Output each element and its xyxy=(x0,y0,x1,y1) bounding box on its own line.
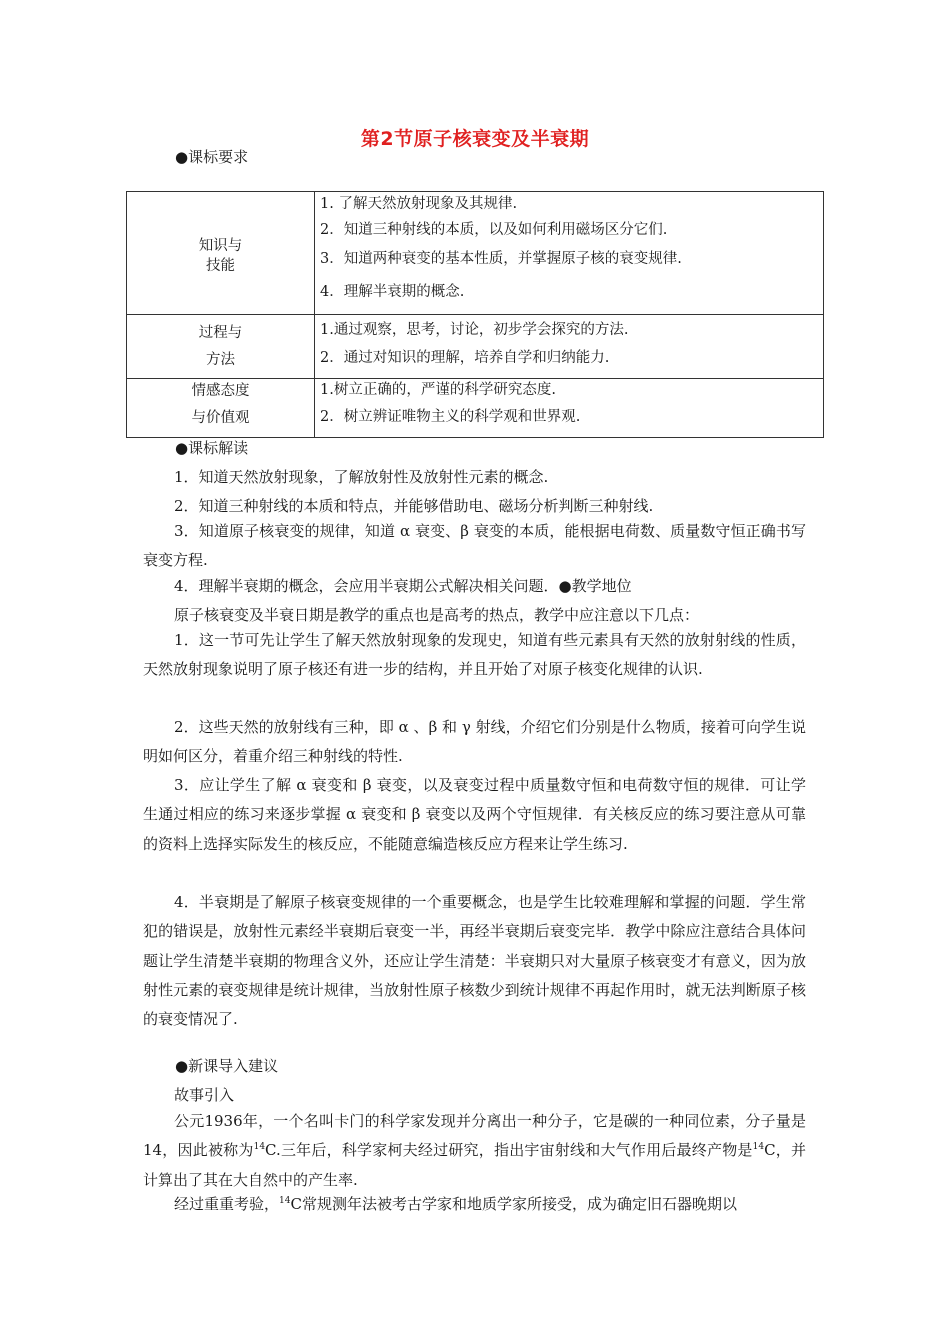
list-item: 2．树立辨证唯物主义的科学观和世界观. xyxy=(320,409,581,425)
paragraph xyxy=(174,1193,737,1214)
list-item: 2．通过对知识的理解，培养自学和归纳能力. xyxy=(320,349,610,366)
table-row xyxy=(127,192,824,315)
superscript: 14 xyxy=(279,1196,291,1206)
table-row xyxy=(127,379,824,438)
list-item: 4．理解半衰期的概念. xyxy=(320,284,465,300)
requirements-table xyxy=(126,191,824,438)
list-item: 1.通过观察，思考，讨论，初步学会探究的方法. xyxy=(320,321,629,338)
story-text: 经过重重考验， xyxy=(174,1195,280,1213)
section-heading-new-lesson: ●新课导入建议 xyxy=(175,1057,279,1075)
paragraph: 原子核衰变及半衰日期是教学的重点也是高考的热点，教学中应注意以下几点： xyxy=(174,606,700,624)
category-label: 知识与 xyxy=(198,238,243,254)
category-label: 过程与 xyxy=(198,324,243,341)
story-heading: 故事引入 xyxy=(174,1086,235,1104)
paragraph: 4．半衰期是了解原子核衰变规律的一个重要概念，也是学生比较难理解和掌握的问题．学生常犯的错误是，放射性元素经半衰期后衰变一半，再经半衰期后衰变完毕．教学中除应注意结合具体问题让学生清楚半衰期的物理含义外，还应让学生清楚：半衰期只对大量原子核衰变才有意义，因为放射性元素的衰变规律是统计规律，当放射性原子核数少到统计规律不再起作用时，就无法判断原子核的衰变情况了. xyxy=(143,893,806,1029)
paragraph: 1．这一节可先让学生了解天然放射现象的发现史，知道有些元素具有天然的放射射线的性质，天然放射现象说明了原子核还有进一步的结构，并且开始了对原子核变化规律的认识. xyxy=(143,631,806,679)
section-heading-interpretation: ●课标解读 xyxy=(175,439,249,457)
paragraph xyxy=(143,1107,806,1195)
category-label: 技能 xyxy=(206,258,235,274)
paragraph: 4．理解半衰期的概念，会应用半衰期公式解决相关问题．●教学地位 xyxy=(174,577,632,595)
page-title: 第2节原子核衰变及半衰期 xyxy=(360,128,590,150)
category-label: 与价值观 xyxy=(191,410,250,426)
items-cell xyxy=(315,315,824,379)
items-cell xyxy=(315,192,824,315)
paragraph: 3．知道原子核衰变的规律，知道 α 衰变、β 衰变的本质，能根据电荷数、质量数守恒正确书写衰变方程. xyxy=(143,522,806,570)
category-label: 方法 xyxy=(206,351,235,368)
category-cell xyxy=(127,379,315,438)
paragraph: 1．知道天然放射现象，了解放射性及放射性元素的概念. xyxy=(174,468,549,486)
story-text: C常规测年法被考古学家和地质学家所接受，成为确定旧石器晚期以 xyxy=(290,1195,737,1213)
story-text: C，并计算出了其在大自然中的产生率. xyxy=(143,1141,807,1189)
items-cell xyxy=(315,379,824,438)
story-text: 公元1936年，一个名叫卡门的科学家发现并分离出一种分子，它是碳的一种同位素，分子量是14，因此被称为 xyxy=(143,1112,806,1160)
table-row xyxy=(127,315,824,379)
category-cell xyxy=(127,315,315,379)
superscript: 14 xyxy=(752,1142,765,1153)
paragraph: 3．应让学生了解 α 衰变和 β 衰变，以及衰变过程中质量数守恒和电荷数守恒的规律．可让学生通过相应的练习来逐步掌握 α 衰变和 β 衰变以及两个守恒规律．有关核反应的练习要注意从可靠的资料上选择实际发生的核反应，不能随意编造核反应方程来让学生练习. xyxy=(143,776,806,853)
story-text: C.三年后，科学家柯夫经过研究，指出宇宙射线和大气作用后最终产物是 xyxy=(265,1141,753,1160)
category-label: 情感态度 xyxy=(191,383,250,399)
list-item: 1. 了解天然放射现象及其规律. xyxy=(320,196,518,212)
paragraph: 2．这些天然的放射线有三种，即 α 、β 和 γ 射线，介绍它们分别是什么物质，接着可向学生说明如何区分，着重介绍三种射线的特性. xyxy=(143,718,806,766)
category-cell xyxy=(127,192,315,315)
list-item: 3．知道两种衰变的基本性质，并掌握原子核的衰变规律. xyxy=(320,251,682,267)
paragraph: 2．知道三种射线的本质和特点，并能够借助电、磁场分析判断三种射线. xyxy=(174,497,654,515)
section-heading-requirements: ●课标要求 xyxy=(175,148,249,166)
list-item: 2．知道三种射线的本质，以及如何利用磁场区分它们. xyxy=(320,222,668,238)
list-item: 1.树立正确的，严谨的科学研究态度. xyxy=(320,382,556,398)
superscript: 14 xyxy=(253,1142,266,1153)
